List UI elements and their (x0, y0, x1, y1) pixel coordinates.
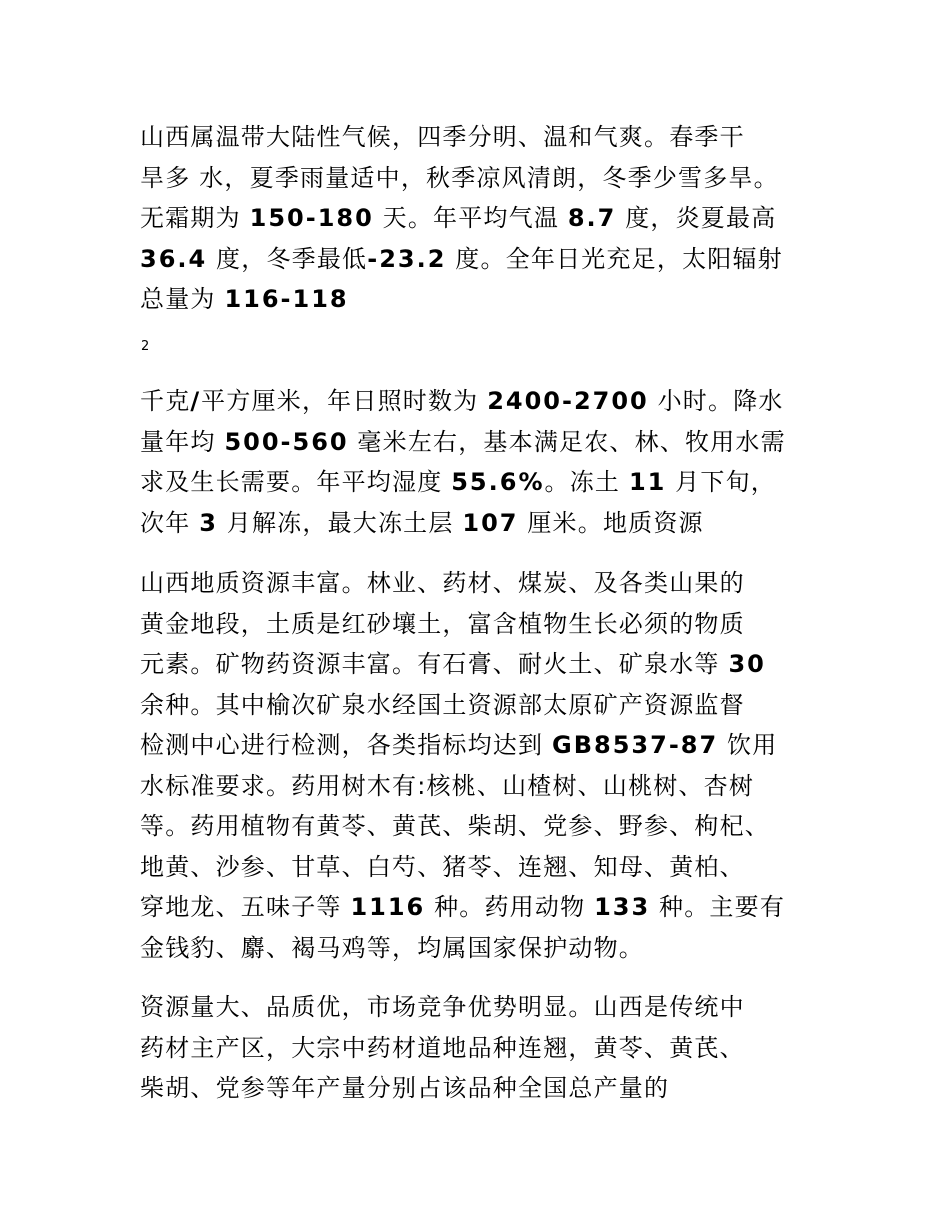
text-line: 检测中心进行检测，各类指标均达到 GB8537-87 饮用 (140, 731, 778, 759)
text-line: 地黄、沙参、甘草、白芍、猪苓、连翘、知母、黄柏、 (140, 852, 745, 881)
text-line: 穿地龙、五味子等 1116 种。药用动物 133 种。主要有 (140, 893, 786, 921)
text-line: 元素。矿物药资源丰富。有石膏、耐火土、矿泉水等 30 (140, 650, 766, 678)
paragraph-resource-advantages (140, 987, 820, 1109)
text-line: 36.4 度，冬季最低-23.2 度。全年日光充足，太阳辐射 (140, 244, 783, 273)
text-line: 山西属温带大陆性气候，四季分明、温和气爽。春季干 (140, 123, 745, 151)
text-line: 山西地质资源丰富。林业、药材、煤炭、及各类山果的 (140, 569, 745, 597)
text-line: 黄金地段，土质是红砂壤土，富含植物生长必须的物质 (140, 609, 745, 638)
text-line: 余种。其中榆次矿泉水经国土资源部太原矿产资源监督 (140, 690, 745, 719)
page-number: 2 (141, 339, 150, 354)
text-line: 旱多 水，夏季雨量适中，秋季凉风清朗，冬季少雪多旱。 (140, 163, 779, 192)
text-line: 总量为 116-118 (140, 285, 349, 313)
text-line: 次年 3 月解冻，最大冻土层 107 厘米。地质资源 (140, 508, 704, 537)
text-line: 资源量大、品质优，市场竞争优势明显。山西是传统中 (140, 993, 745, 1021)
text-line: 等。药用植物有黄苓、黄芪、柴胡、党参、野参、枸杞、 (140, 812, 770, 840)
text-line: 金钱豹、麝、褐马鸡等，均属国家保护动物。 (140, 933, 644, 962)
text-line: 水标准要求。药用树木有:核桃、山楂树、山桃树、杏树 (140, 771, 755, 800)
text-line: 量年均 500-560 毫米左右，基本满足农、林、牧用水需 (140, 427, 786, 456)
paragraph-climate (140, 117, 820, 320)
text-line: 求及生长需要。年平均湿度 55.6%。冻土 11 月下旬， (140, 468, 776, 496)
text-line: 无霜期为 150-180 天。年平均气温 8.7 度，炎夏最高 (140, 204, 777, 232)
paragraph-geological-resources (140, 563, 820, 968)
text-line: 柴胡、党参等年产量分别占该品种全国总产量的 (140, 1074, 670, 1102)
paragraph-sunlight-precipitation (140, 381, 820, 543)
text-line: 药材主产区，大宗中药材道地品种连翘，黄苓、黄芪、 (140, 1033, 745, 1062)
text-line: 千克/平方厘米，年日照时数为 2400-2700 小时。降水 (140, 387, 784, 415)
